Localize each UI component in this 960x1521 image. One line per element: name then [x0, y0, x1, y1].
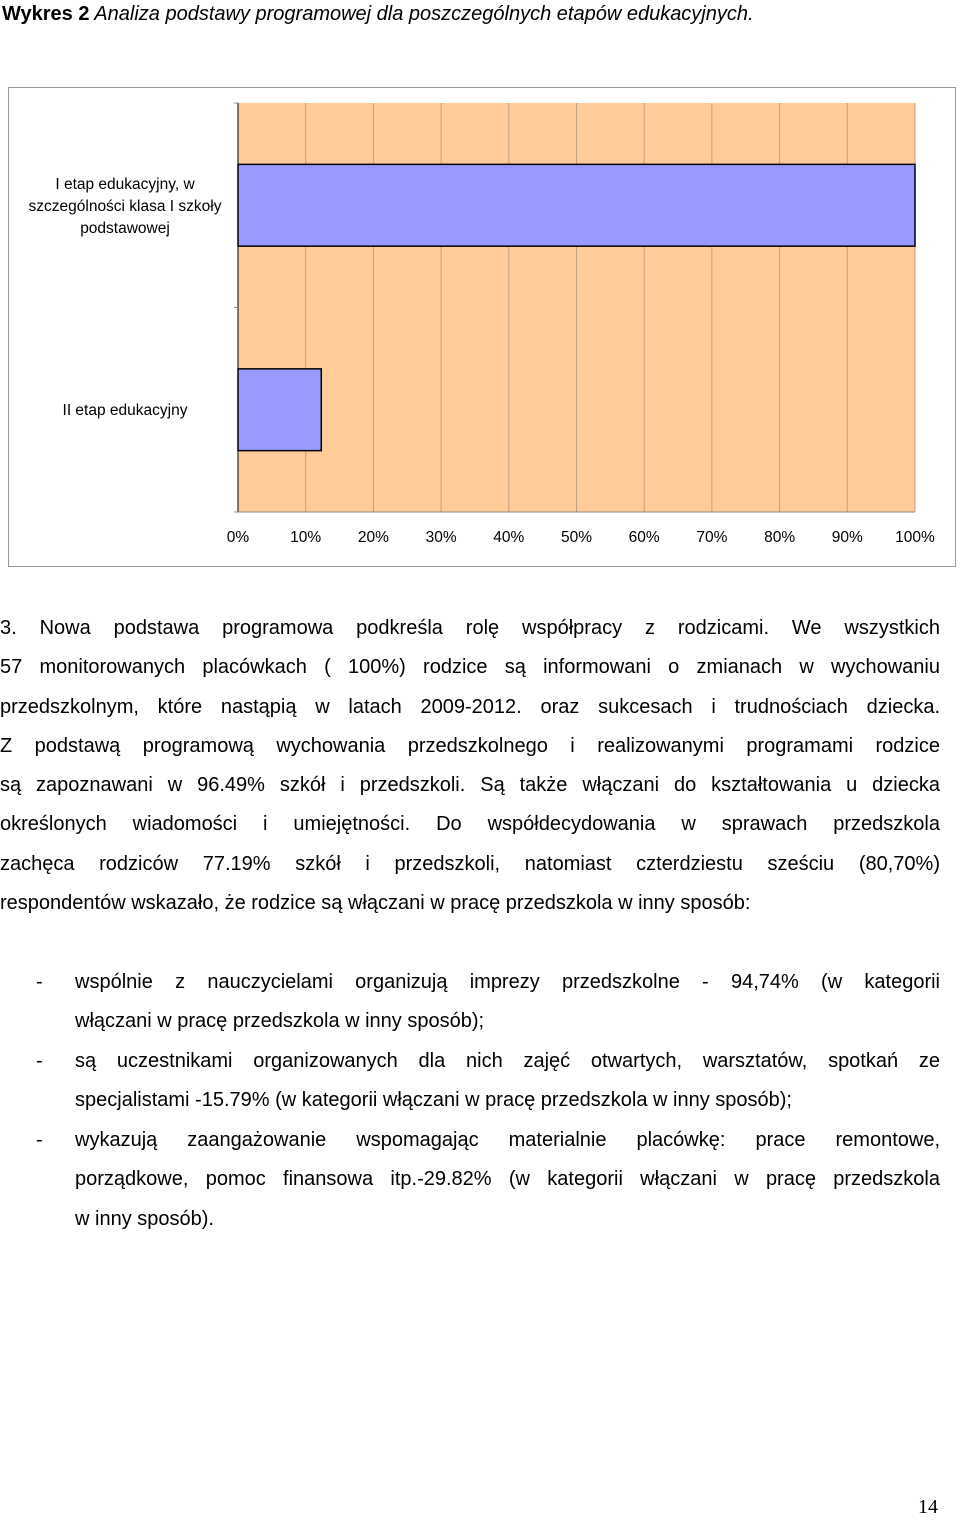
x-tick-label: 30%: [425, 529, 457, 546]
chart-caption: [2, 2, 754, 26]
caption-title: Analiza podstawy programowej dla poszczególnych etapów edukacyjnych.: [89, 3, 754, 25]
category-label-1-line-1: I etap edukacyjny, w: [55, 176, 195, 193]
category-label-1-line-3: podstawowej: [80, 220, 170, 237]
paragraph-line: 57 monitorowanych placówkach ( 100%) rodzice są informowani o zmianach w wychowaniu: [0, 656, 940, 679]
chart-svg: [9, 88, 955, 566]
x-tick-label: 10%: [290, 529, 322, 546]
bar-2: [238, 369, 321, 451]
paragraph-line: są zapoznawani w 96.49% szkół i przedszkoli. Są także włączani do kształtowania u dziecka: [0, 774, 940, 797]
bar-1: [238, 164, 915, 246]
category-label-1-line-2: szczególności klasa I szkoły: [28, 198, 222, 215]
bullet-line: porządkowe, pomoc finansowa itp.-29.82% (w kategorii włączani w pracę przedszkola: [75, 1168, 940, 1191]
bullet-dash: -: [36, 1129, 43, 1151]
category-label-1: [14, 174, 236, 240]
paragraph-line: 3. Nowa podstawa programowa podkreśla rolę współpracy z rodzicami. We wszystkich: [0, 617, 940, 639]
x-tick-label: 80%: [764, 529, 796, 546]
x-tick-label: 90%: [831, 529, 863, 546]
bullet-dash: -: [36, 971, 43, 993]
bullet-line: są uczestnikami organizowanych dla nich zajęć otwartych, warsztatów, spotkań ze: [75, 1050, 940, 1072]
bullet-line: wspólnie z nauczycielami organizują imprezy przedszkolne - 94,74% (w kategorii: [75, 971, 940, 993]
paragraph-line: Z podstawą programową wychowania przedszkolnego i realizowanymi programami rodzice: [0, 734, 940, 757]
x-tick-label: 40%: [493, 529, 525, 546]
x-tick-label: 100%: [895, 529, 935, 546]
x-tick-label: 50%: [560, 529, 593, 546]
bullet-line: wykazują zaangażowanie wspomagając materialnie placówkę: prace remontowe,: [75, 1129, 940, 1151]
category-label-2-line-1: II etap edukacyjny: [62, 402, 188, 419]
bullet-line: w inny sposób).: [75, 1207, 214, 1230]
x-tick-label: 0%: [226, 529, 250, 546]
x-tick-label: 70%: [696, 529, 728, 546]
page-number: 14: [918, 1496, 938, 1518]
bullet-dash: -: [36, 1050, 43, 1072]
chart-area: [8, 87, 956, 567]
bullet-line: specjalistami -15.79% (w kategorii włączani w pracę przedszkola w inny sposób);: [75, 1089, 792, 1112]
paragraph-line: zachęca rodziców 77.19% szkół i przedszkoli, natomiast czterdziestu sześciu (80,70%): [0, 852, 940, 875]
category-label-2: [14, 400, 236, 422]
caption-label: Wykres 2: [2, 3, 90, 25]
bullet-line: włączani w pracę przedszkola w inny sposób);: [75, 1010, 485, 1033]
body-paragraph: [0, 609, 940, 923]
paragraph-line: respondentów wskazało, że rodzice są włączani w pracę przedszkola w inny sposób:: [0, 892, 751, 915]
x-tick-label: 20%: [357, 529, 389, 546]
paragraph-line: przedszkolnym, które nastąpią w latach 2009-2012. oraz sukcesach i trudnościach dziecka.: [0, 695, 940, 718]
paragraph-line: określonych wiadomości i umiejętności. Do współdecydowania w sprawach przedszkola: [0, 813, 940, 836]
x-tick-label: 60%: [628, 529, 660, 546]
